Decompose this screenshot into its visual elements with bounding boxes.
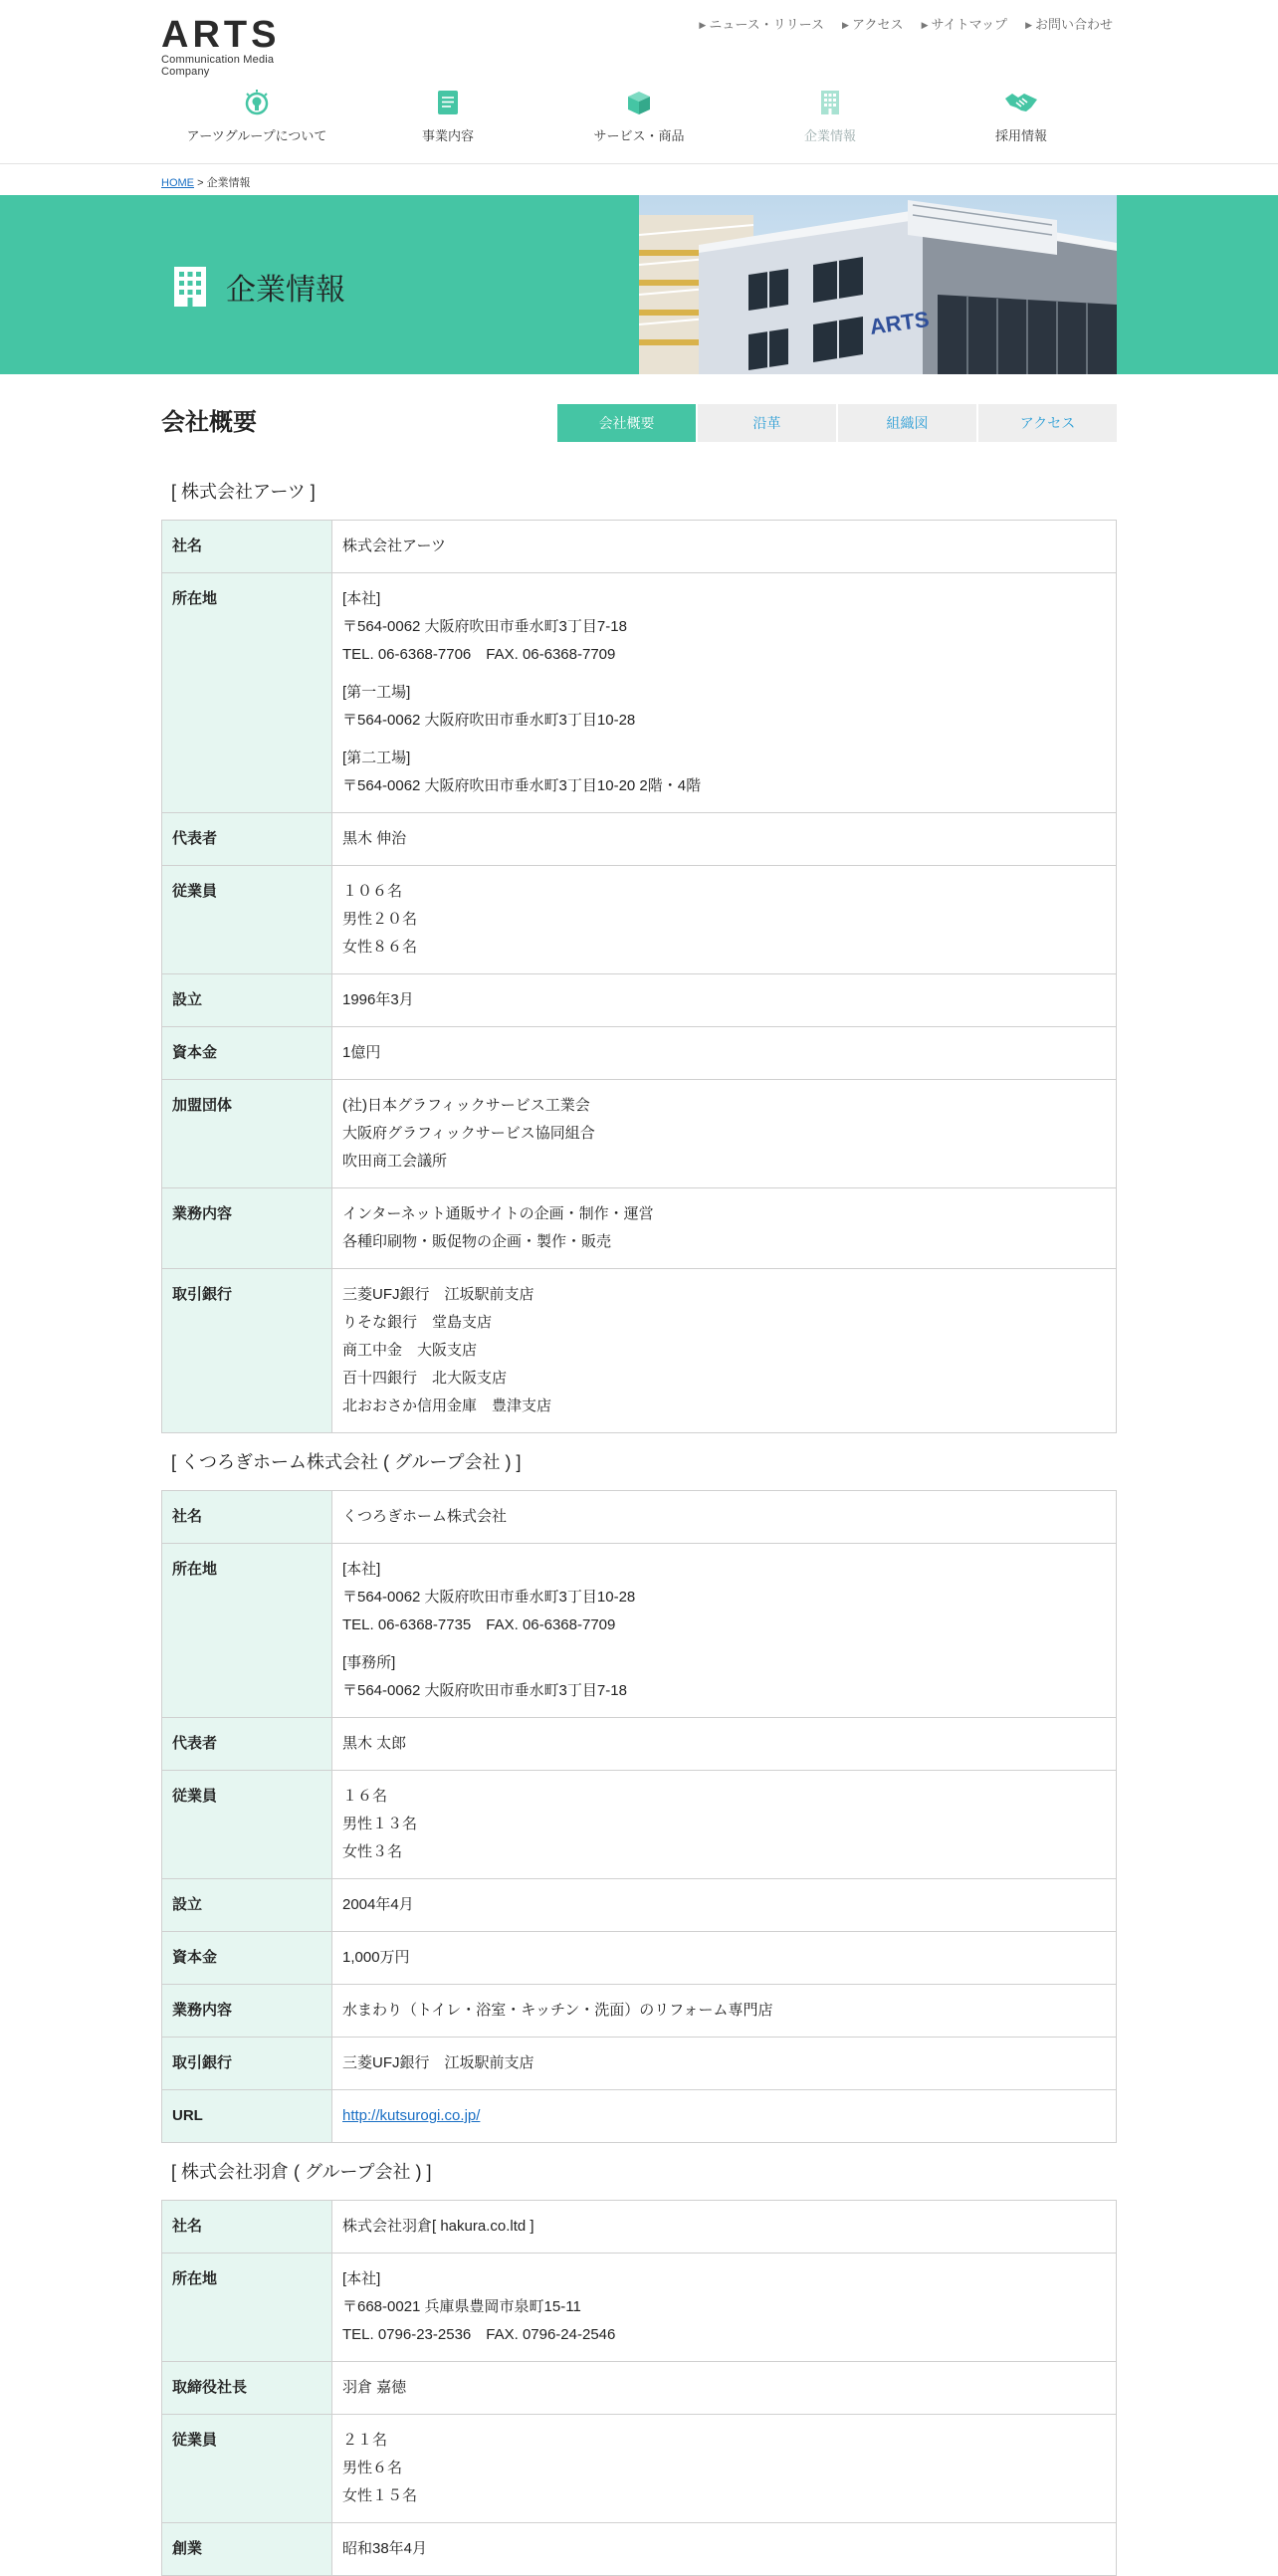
row-label: 資本金 — [162, 1027, 332, 1080]
value-line: TEL. 0796-23-2536 FAX. 0796-24-2546 — [342, 2326, 616, 2343]
row-label: 取引銀行 — [162, 1269, 332, 1433]
nav-item-label: 採用情報 — [994, 128, 1047, 143]
value-line: インターネット通販サイトの企画・制作・運営 — [342, 1205, 654, 1222]
table-row — [162, 2090, 1117, 2143]
row-value — [332, 974, 1117, 1027]
value-line: [事務所] — [342, 1654, 396, 1671]
value-block — [342, 1281, 1106, 1420]
nav-item-business[interactable] — [352, 88, 543, 144]
table-row — [162, 2201, 1117, 2254]
row-value — [332, 1932, 1117, 1985]
row-value — [332, 2090, 1117, 2143]
row-value — [332, 2201, 1117, 2254]
row-label: 所在地 — [162, 2254, 332, 2362]
row-value — [332, 1544, 1117, 1718]
row-value — [332, 573, 1117, 813]
page-title — [174, 265, 345, 309]
value-block — [342, 1783, 1106, 1866]
table-row — [162, 1879, 1117, 1932]
row-label: 従業員 — [162, 866, 332, 974]
value-block — [342, 2427, 1106, 2510]
row-label: 代表者 — [162, 1718, 332, 1771]
value-line: 2004年4月 — [342, 1896, 414, 1913]
value-line: くつろぎホーム株式会社 — [342, 1508, 508, 1525]
value-block — [342, 533, 1106, 560]
top-link-news[interactable] — [699, 14, 824, 33]
company-block-kutsurogi — [161, 1448, 1117, 2143]
global-nav — [161, 88, 1117, 144]
table-row — [162, 813, 1117, 866]
top-link-label: サイトマップ — [931, 17, 1008, 32]
site-header — [0, 0, 1278, 164]
value-line: 大阪府グラフィックサービス協同組合 — [342, 1125, 595, 1142]
value-block — [342, 1997, 1106, 2025]
value-line: 〒564-0062 大阪府吹田市垂水町3丁目10-28 — [342, 1589, 636, 1606]
row-label: 創業 — [162, 2523, 332, 2576]
table-row — [162, 1771, 1117, 1879]
value-line: 男性１３名 — [342, 1816, 418, 1832]
table-row — [162, 974, 1117, 1027]
value-line: りそな銀行 堂島支店 — [342, 1314, 493, 1331]
value-block — [342, 2049, 1106, 2077]
value-block — [342, 825, 1106, 853]
value-line: TEL. 06-6368-7706 FAX. 06-6368-7709 — [342, 646, 616, 663]
row-value — [332, 813, 1117, 866]
value-line: 株式会社アーツ — [342, 537, 446, 554]
value-line: 女性８６名 — [342, 939, 418, 956]
value-line: 株式会社羽倉[ hakura.co.ltd ] — [342, 2218, 534, 2235]
site-logo[interactable] — [161, 14, 320, 78]
value-line: 〒564-0062 大阪府吹田市垂水町3丁目10-20 2階・4階 — [342, 777, 702, 794]
row-label: URL — [162, 2090, 332, 2143]
row-value — [332, 1985, 1117, 2038]
row-value — [332, 2362, 1117, 2415]
lightbulb-icon — [161, 88, 352, 117]
value-line: (社)日本グラフィックサービス工業会 — [342, 1097, 590, 1114]
table-row — [162, 2362, 1117, 2415]
value-line: TEL. 06-6368-7735 FAX. 06-6368-7709 — [342, 1616, 616, 1633]
table-row — [162, 866, 1117, 974]
value-line: 各種印刷物・販促物の企画・製作・販売 — [342, 1233, 612, 1250]
value-line: 黒木 太郎 — [342, 1735, 407, 1752]
table-row — [162, 2254, 1117, 2362]
value-line: １０６名 — [342, 883, 403, 900]
section-title: 会社概要 — [161, 409, 257, 436]
company-block-arts — [161, 478, 1117, 1433]
row-label: 従業員 — [162, 2415, 332, 2523]
row-value — [332, 1491, 1117, 1544]
row-value — [332, 2415, 1117, 2523]
logo-tagline: Communication Media Company — [161, 54, 275, 78]
value-block — [342, 1503, 1106, 1531]
table-row — [162, 2038, 1117, 2090]
row-value — [332, 2254, 1117, 2362]
value-block — [342, 2535, 1106, 2563]
top-link-sitemap[interactable] — [922, 14, 1008, 33]
handshake-icon — [926, 88, 1117, 117]
triangle-icon: ▶ — [921, 20, 929, 30]
value-line: 三菱UFJ銀行 江坂駅前支店 — [342, 1286, 534, 1303]
company-info-table — [161, 1490, 1117, 2143]
table-row — [162, 521, 1117, 573]
building-icon — [174, 267, 206, 307]
breadcrumb-home-link[interactable]: HOME — [161, 177, 194, 189]
value-block — [342, 745, 1106, 800]
nav-item-recruit[interactable] — [926, 88, 1117, 144]
nav-item-about[interactable] — [161, 88, 352, 144]
top-link-label: アクセス — [851, 17, 904, 32]
value-block — [342, 585, 1106, 669]
company-info-table — [161, 520, 1117, 1433]
nav-item-label: サービス・商品 — [593, 128, 685, 143]
row-label: 取引銀行 — [162, 2038, 332, 2090]
tab-org-chart[interactable]: 組織図 — [838, 404, 976, 442]
triangle-icon: ▶ — [842, 20, 849, 30]
top-link-label: お問い合わせ — [1034, 17, 1113, 32]
table-row — [162, 1985, 1117, 2038]
value-block — [342, 1891, 1106, 1919]
row-value — [332, 521, 1117, 573]
row-label: 資本金 — [162, 1932, 332, 1985]
value-block — [342, 2213, 1106, 2241]
company-building-photo — [639, 195, 1117, 374]
row-value — [332, 1080, 1117, 1188]
value-line: 北おおさか信用金庫 豊津支店 — [342, 1397, 552, 1414]
page-hero — [0, 195, 1278, 374]
nav-item-company-info[interactable] — [735, 88, 926, 144]
row-label: 社名 — [162, 2201, 332, 2254]
table-row — [162, 1932, 1117, 1985]
value-line: 1億円 — [342, 1044, 381, 1061]
table-row — [162, 1188, 1117, 1269]
row-value — [332, 1718, 1117, 1771]
breadcrumb-separator: > — [197, 177, 204, 189]
row-label: 業務内容 — [162, 1188, 332, 1269]
value-line: 女性１５名 — [342, 2487, 418, 2504]
company-block-hakura — [161, 2158, 1117, 2576]
row-value — [332, 1269, 1117, 1433]
row-label: 社名 — [162, 521, 332, 573]
row-label: 業務内容 — [162, 1985, 332, 2038]
value-line: ２１名 — [342, 2432, 388, 2449]
row-value — [332, 866, 1117, 974]
company-heading: [ くつろぎホーム株式会社 ( グループ会社 ) ] — [171, 1452, 522, 1472]
value-line: 〒564-0062 大阪府吹田市垂水町3丁目7-18 — [342, 618, 627, 635]
table-row — [162, 1544, 1117, 1718]
value-line: 〒564-0062 大阪府吹田市垂水町3丁目7-18 — [342, 1682, 627, 1699]
value-line: 百十四銀行 北大阪支店 — [342, 1370, 508, 1387]
row-label: 社名 — [162, 1491, 332, 1544]
value-line: 〒564-0062 大阪府吹田市垂水町3丁目10-28 — [342, 712, 636, 729]
row-value — [332, 1027, 1117, 1080]
nav-item-label: アーツグループについて — [186, 128, 327, 143]
value-block — [342, 1556, 1106, 1639]
value-block — [342, 1730, 1106, 1758]
table-row — [162, 1269, 1117, 1433]
row-label: 従業員 — [162, 1771, 332, 1879]
row-label: 加盟団体 — [162, 1080, 332, 1188]
table-row — [162, 1491, 1117, 1544]
nav-item-label: 事業内容 — [421, 128, 474, 143]
value-block — [342, 679, 1106, 735]
value-block — [342, 986, 1106, 1014]
box-icon — [543, 88, 735, 117]
value-line: [本社] — [342, 590, 381, 607]
value-block — [342, 2265, 1106, 2349]
row-value — [332, 1879, 1117, 1932]
triangle-icon: ▶ — [699, 20, 707, 30]
top-link-label: ニュース・リリース — [709, 17, 825, 32]
value-block — [342, 1200, 1106, 1256]
value-line: 昭和38年4月 — [342, 2540, 428, 2557]
row-value — [332, 1188, 1117, 1269]
value-line: 吹田商工会議所 — [342, 1153, 448, 1170]
value-line: 男性６名 — [342, 2460, 403, 2476]
company-heading: [ 株式会社羽倉 ( グループ会社 ) ] — [171, 2162, 432, 2182]
row-label: 所在地 — [162, 1544, 332, 1718]
value-line: 1,000万円 — [342, 1949, 410, 1966]
document-icon — [352, 88, 543, 117]
page-title-text: 企業情報 — [226, 274, 345, 307]
top-link-access[interactable] — [842, 14, 904, 33]
breadcrumb — [161, 174, 251, 190]
value-block — [342, 1092, 1106, 1176]
table-row — [162, 2523, 1117, 2576]
value-line: 〒668-0021 兵庫県豊岡市泉町15-11 — [342, 2298, 581, 2315]
company-info-table — [161, 2200, 1117, 2576]
table-row — [162, 1718, 1117, 1771]
value-block — [342, 1039, 1106, 1067]
section-header — [161, 404, 1117, 442]
value-block — [342, 878, 1106, 962]
value-block — [342, 1944, 1106, 1972]
value-line: １６名 — [342, 1788, 388, 1805]
value-line: 水まわり（トイレ・浴室・キッチン・洗面）のリフォーム専門店 — [342, 2002, 773, 2019]
value-line: 三菱UFJ銀行 江坂駅前支店 — [342, 2054, 534, 2071]
value-line: [本社] — [342, 1561, 381, 1578]
value-line: 男性２０名 — [342, 911, 418, 928]
table-row — [162, 2415, 1117, 2523]
top-link-contact[interactable] — [1025, 14, 1113, 33]
row-label: 取締役社長 — [162, 2362, 332, 2415]
value-line: [第一工場] — [342, 684, 411, 701]
utility-links — [699, 14, 1113, 33]
row-label: 設立 — [162, 1879, 332, 1932]
company-heading: [ 株式会社アーツ ] — [171, 482, 316, 502]
value-line: 女性３名 — [342, 1843, 403, 1860]
row-label: 所在地 — [162, 573, 332, 813]
value-line: 黒木 伸治 — [342, 830, 407, 847]
value-line: 羽倉 嘉徳 — [342, 2379, 407, 2396]
nav-item-label: 企業情報 — [803, 128, 856, 143]
breadcrumb-current: 企業情報 — [206, 177, 251, 189]
tab-overview[interactable]: 会社概要 — [557, 404, 696, 442]
tab-history[interactable]: 沿革 — [698, 404, 836, 442]
tab-access[interactable]: アクセス — [978, 404, 1117, 442]
row-value — [332, 2038, 1117, 2090]
row-label: 設立 — [162, 974, 332, 1027]
table-row — [162, 573, 1117, 813]
row-label: 代表者 — [162, 813, 332, 866]
logo-wordmark: ARTS — [161, 14, 281, 56]
value-line: 商工中金 大阪支店 — [342, 1342, 478, 1359]
row-value — [332, 1771, 1117, 1879]
value-line: 1996年3月 — [342, 991, 414, 1008]
section-tabs — [557, 404, 1117, 442]
building-sign: ARTS — [868, 306, 932, 339]
value-line: [第二工場] — [342, 750, 411, 766]
company-url-link[interactable]: http://kutsurogi.co.jp/ — [342, 2107, 481, 2124]
value-line: [本社] — [342, 2270, 381, 2287]
value-block — [342, 1649, 1106, 1705]
table-row — [162, 1080, 1117, 1188]
nav-item-services[interactable] — [543, 88, 735, 144]
table-row — [162, 1027, 1117, 1080]
row-value — [332, 2523, 1117, 2576]
triangle-icon: ▶ — [1025, 20, 1032, 30]
value-block — [342, 2374, 1106, 2402]
building-icon — [735, 88, 926, 117]
